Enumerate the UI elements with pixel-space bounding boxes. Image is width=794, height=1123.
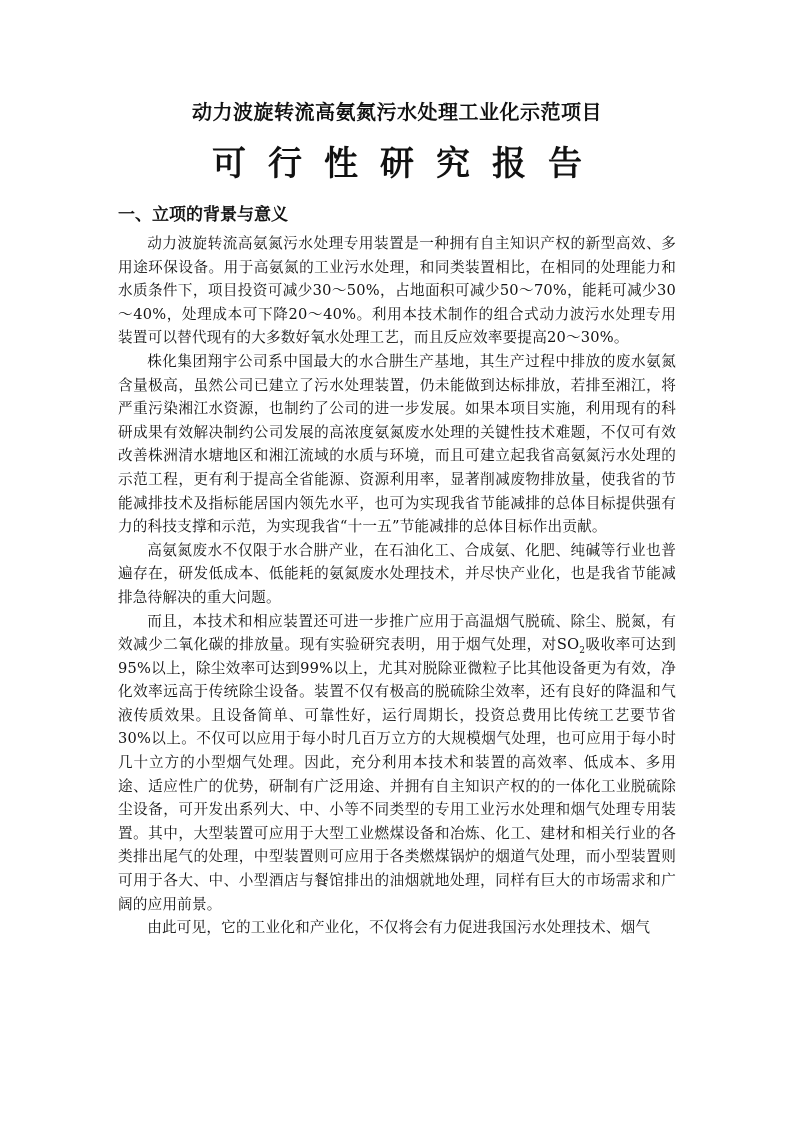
- paragraph-text-part: 吸收率可达到95%以上，除尘效率可达到99%以上，尤其对脱除亚微粒子比其他设备更为有效，净化效率远高于传统除尘设备。装置不仅有极高的脱硫除尘效率，还有良好的降温和气液传质效果。且设备简单、可靠性好，运行周期长，投资总费用比传统工艺要节省30%以上。不仅可以应用于每小时几百万立方的大规模烟气处理，也可应用于每小时几十立方的小型烟气处理。因此，充分利用本技术和装置的高效率、低成本、多用途、适应性广的优势，研制有广泛用途、并拥有自主知识产权的的一体化工业脱硫除尘设备，可开发出系列大、中、小等不同类型的专用工业污水处理和烟气处理专用装置。其中，大型装置可应用于大型工业燃煤设备和冶炼、化工、建材和相关行业的各类排出尾气的处理，中型装置则可应用于各类燃煤锅炉的烟道气处理，而小型装置则可用于各大、中、小型酒店与餐馆排出的油烟就地处理，同样有巨大的市场需求和广阔的应用前景。: [118, 636, 676, 913]
- paragraph-industry-need: 高氨氮废水不仅限于水合肼产业，在石油化工、合成氨、化肥、纯碱等行业也普遍存在，研发低成本、低能耗的氨氮废水处理技术，并尽快产业化，也是我省节能减排急待解决的重大问题。: [118, 541, 676, 606]
- paragraph-intro: 动力波旋转流高氨氮污水处理专用装置是一种拥有自主知识产权的新型高效、多用途环保设备。用于高氨氮的工业污水处理，和同类装置相比，在相同的处理能力和水质条件下，项目投资可减少30～50%，占地面积可减少50～70%，能耗可减少30～40%，处理成本可下降20～40%。利用本技术制作的组合式动力波污水处理专用装置可以替代现有的大多数好氧水处理工艺，而且反应效率要提高20～30%。: [118, 235, 676, 347]
- section-heading: 一、立项的背景与意义: [118, 205, 288, 225]
- paragraph-conclusion: 由此可见，它的工业化和产业化，不仅将会有力促进我国污水处理技术、烟气: [147, 919, 651, 937]
- paragraph-flue-gas-application: [118, 610, 676, 917]
- document-title: 动力波旋转流高氨氮污水处理工业化示范项目: [192, 100, 602, 124]
- section-background-significance: [118, 202, 676, 940]
- subscript-two: 2: [579, 646, 586, 656]
- paragraph-company-context: 株化集团翔宇公司系中国最大的水合肼生产基地，其生产过程中排放的废水氨氮含量极高，虽然公司已建立了污水处理装置，仍未能做到达标排放，若排至湘江，将严重污染湘江水资源，也制约了公司的进一步发展。如果本项目实施，利用现有的科研成果有效解决制约公司发展的高浓度氨氮废水处理的关键性技术难题，不仅可有效改善株洲清水塘地区和湘江流域的水质与环境，而且可建立起我省高氨氮污水处理的示范工程，更有利于提高全省能源、资源利用率，显著削减废物排放量，使我省的节能减排技术及指标能居国内领先水平，也可为实现我省节能减排的总体目标提供强有力的科技支撑和示范，为实现我省“十一五”节能减排的总体目标作出贡献。: [118, 352, 676, 536]
- document-subtitle: 可行性研究报告: [212, 144, 604, 184]
- paragraph-text-part: 而且，本技术和相应装置还可进一步推广应用于高温烟气脱硫、除尘、脱氮，有效减少二氧化碳的排放量。现有实验研究表明，用于烟气处理，对SO: [118, 612, 676, 654]
